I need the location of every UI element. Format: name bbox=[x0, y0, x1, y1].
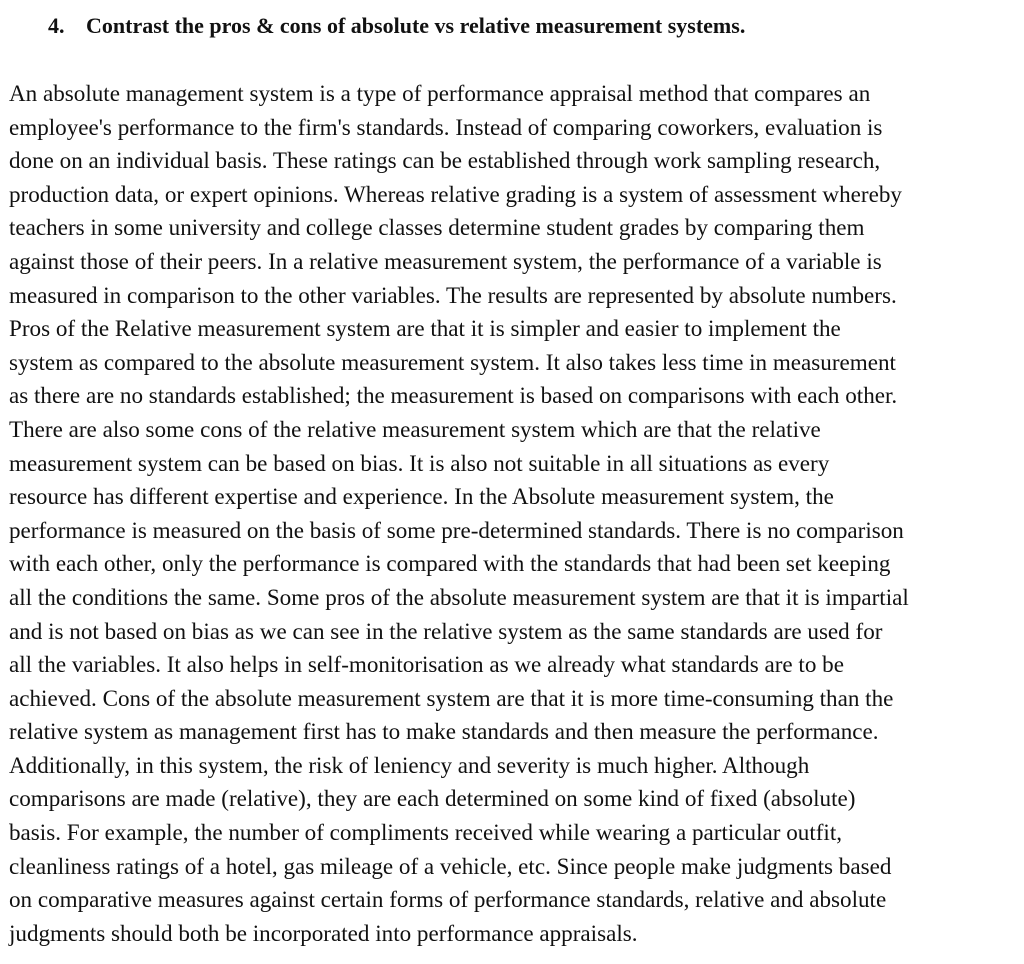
answer-line: comparisons are made (relative), they are each determined on some kind of fixed (absolute) bbox=[9, 785, 856, 812]
answer-line: employee's performance to the firm's standards. Instead of comparing coworkers, evaluation is bbox=[9, 113, 883, 140]
answer-line: Additionally, in this system, the risk of leniency and severity is much higher. Although bbox=[9, 751, 810, 778]
answer-line: There are also some cons of the relative measurement system which are that the relative bbox=[9, 415, 821, 442]
question-number: 4. bbox=[48, 13, 65, 38]
answer-line: teachers in some university and college classes determine student grades by comparing them bbox=[9, 214, 865, 241]
question-text: Contrast the pros & cons of absolute vs relative measurement systems. bbox=[86, 13, 746, 38]
answer-line: all the conditions the same. Some pros of the absolute measurement system are that it is impartial bbox=[9, 583, 909, 610]
answer-line: relative system as management first has to make standards and then measure the performance. bbox=[9, 718, 879, 745]
answer-line: performance is measured on the basis of some pre-determined standards. There is no comparison bbox=[9, 516, 904, 543]
answer-line: Pros of the Relative measurement system are that it is simpler and easier to implement the bbox=[9, 315, 841, 342]
answer-line: cleanliness ratings of a hotel, gas mileage of a vehicle, etc. Since people make judgments based bbox=[9, 852, 892, 879]
answer-line: basis. For example, the number of compliments received while wearing a particular outfit, bbox=[9, 819, 843, 846]
answer-line: done on an individual basis. These ratings can be established through work sampling research, bbox=[9, 147, 881, 174]
answer-line: with each other, only the performance is compared with the standards that had been set keeping bbox=[9, 550, 891, 577]
answer-line: production data, or expert opinions. Whereas relative grading is a system of assessment whereby bbox=[9, 180, 902, 207]
answer-line: An absolute management system is a type of performance appraisal method that compares an bbox=[9, 80, 871, 106]
answer-line: measurement system can be based on bias. It is also not suitable in all situations as every bbox=[9, 449, 830, 476]
answer-line: achieved. Cons of the absolute measurement system are that it is more time-consuming than the bbox=[9, 684, 894, 711]
answer-line: all the variables. It also helps in self-monitorisation as we already what standards are to be bbox=[9, 651, 844, 678]
question-heading bbox=[48, 10, 745, 42]
answer-paragraph bbox=[9, 77, 1019, 950]
answer-line: as there are no standards established; the measurement is based on comparisons with each other. bbox=[9, 382, 898, 409]
answer-line: system as compared to the absolute measurement system. It also takes less time in measurement bbox=[9, 348, 896, 375]
answer-line: judgments should both be incorporated into performance appraisals. bbox=[9, 919, 638, 946]
answer-line: against those of their peers. In a relative measurement system, the performance of a variable is bbox=[9, 247, 882, 274]
answer-line: measured in comparison to the other variables. The results are represented by absolute numbers. bbox=[9, 281, 897, 308]
answer-line: resource has different expertise and experience. In the Absolute measurement system, the bbox=[9, 483, 834, 510]
answer-line: and is not based on bias as we can see in the relative system as the same standards are used for bbox=[9, 617, 883, 644]
answer-line: on comparative measures against certain forms of performance standards, relative and absolute bbox=[9, 886, 887, 913]
